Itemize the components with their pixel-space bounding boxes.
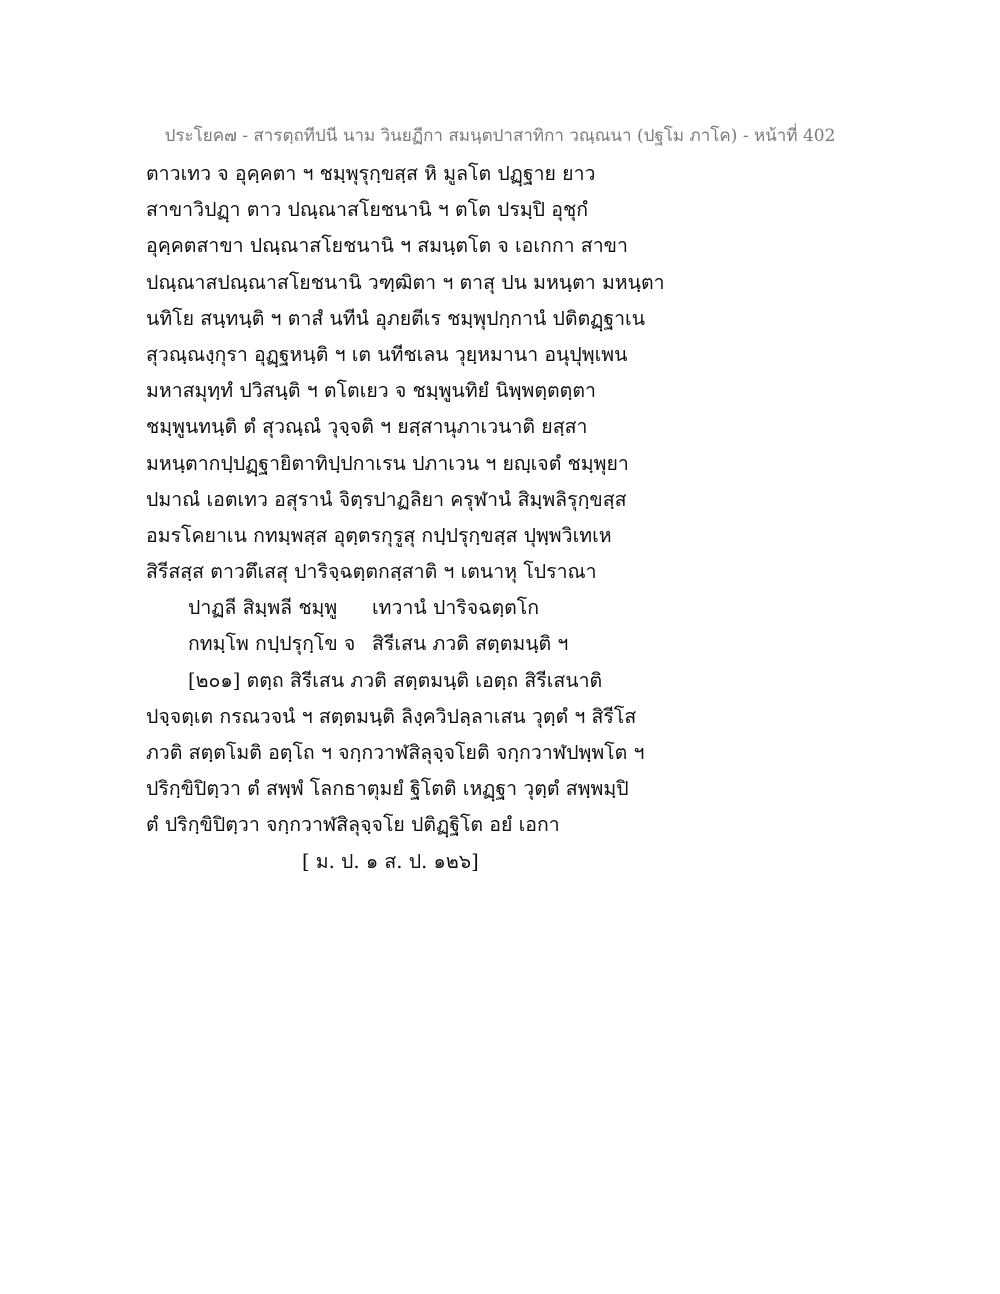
verse-first-half: ปาฏลี สิมฺพลี ชมฺพู: [188, 596, 338, 620]
text-line: นทิโย สนฺทนฺติ ฯ ตาสํ นทีนํ อุภยตีเร ชมฺพุปกฺกานํ ปติตฏฺฐาเน: [146, 306, 646, 330]
source-reference: [ ม. ป. ๑ ส. ป. ๑๒๖]: [302, 849, 479, 873]
text-line: ชมฺพูนทนฺติ ตํ สุวณฺณํ วุจฺจติ ฯ ยสฺสานุภาเวนาติ ยสฺสา: [146, 415, 588, 439]
text-line: ปจฺจตฺเต กรณวจนํ ฯ สตฺตมนฺติ ลิงฺควิปลฺลาเสน วุตฺตํ ฯ สิรีโส: [146, 704, 637, 728]
text-line: สิรีสสฺส ตาวตึเสสุ ปาริจฺฉตฺตกสฺสาติ ฯ เตนาหุ โปราณา: [146, 560, 597, 584]
text-line: สุวณฺณงฺกุรา อุฏฺฐหนฺติ ฯ เต นทีชเลน วุยฺหมานา อนุปุพฺเพน: [146, 342, 628, 366]
text-line: มหาสมุทฺทํ ปวิสนฺติ ฯ ตโตเยว จ ชมฺพูนทิยํ นิพฺพตฺตตฺตา: [146, 379, 596, 403]
text-line: อุคฺคตสาขา ปณฺณาสโยชนานิ ฯ สมนฺตโต จ เอเกกา สาขา: [146, 234, 628, 258]
text-line: ตํ ปริกฺขิปิตฺวา จกฺกวาฬสิลุจฺจโย ปติฏฺฐิโต อยํ เอกา: [146, 813, 560, 837]
text-line: ปมาณํ เอตเทว อสุรานํ จิตฺรปาฏลิยา ครุฬานํ สิมฺพลิรุกฺขสฺส: [146, 487, 627, 511]
text-line: ปณฺณาสปณฺณาสโยชนานิ วฑฺฒิตา ฯ ตาสุ ปน มหนฺตา มหนฺตา: [146, 270, 665, 294]
section-opening-line: [๒๐๑] ตตฺถ สิรีเสน ภวติ สตฺตมนฺติ เอตฺถ สิรีเสนาติ: [188, 668, 603, 692]
text-line: ตาวเทว จ อุคฺคตา ฯ ชมฺพุรุกฺขสฺส หิ มูลโต ปฏฺฐาย ยาว: [146, 162, 596, 185]
running-header: ประโยค๗ - สารตฺถทีปนี นาม วินยฏีกา สมนฺตปาสาทิกา วณฺณนา (ปฐโม ภาโค) - หน้าที่ 402: [164, 126, 836, 146]
text-line: สาขาวิปฏฺา ตาว ปณฺณาสโยชนานิ ฯ ตโต ปรมฺปิ อุชุกํ: [146, 198, 588, 222]
verse-line: [146, 626, 866, 662]
text-line: ภวติ สตฺตโมติ อตฺโถ ฯ จกฺกวาฬสิลุจฺจโยติ จกฺกวาฬปพฺพโต ฯ: [146, 741, 645, 764]
verse-second-half: สิรีเสน ภวติ สตฺตมนฺติ ฯ: [372, 632, 569, 656]
text-line: ปริกฺขิปิตฺวา ตํ สพฺพํ โลกธาตุมยํ ฐิโตติ เหฏฺฐา วุตฺตํ สพฺพมฺปิ: [146, 777, 629, 801]
verse-line: [146, 590, 866, 626]
verse-second-half: เทวานํ ปาริจฉตฺตโก: [372, 596, 540, 620]
body-text: [146, 156, 866, 880]
text-line: อมรโคยาเน กทมฺพสฺส อุตฺตรกุรูสุ กปฺปรุกฺขสฺส ปุพฺพวิเทเห: [146, 523, 612, 547]
text-line: มหนฺตากปฺปฏฺฐายิตาทิปฺปกาเรน ปภาเวน ฯ ยญฺเจตํ ชมฺพุยา: [146, 451, 629, 475]
verse-first-half: กทมฺโพ กปฺปรุกฺโข จ: [188, 632, 356, 656]
